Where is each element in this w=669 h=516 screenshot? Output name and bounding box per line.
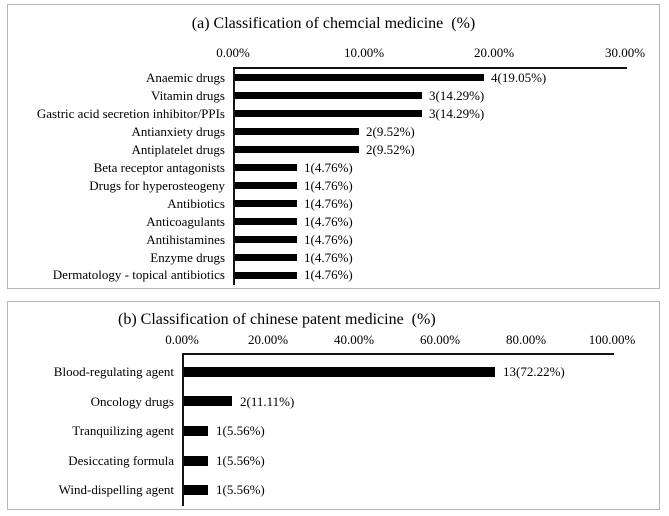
category-label: Antianxiety drugs: [131, 124, 225, 139]
category-label: Tranquilizing agent: [72, 423, 174, 438]
bar-value-label: 1(4.76%): [304, 232, 353, 247]
panel-chinese-patent-medicine: [7, 301, 660, 510]
bar: [235, 146, 359, 153]
bar: [235, 254, 297, 261]
category-label: Beta receptor antagonists: [93, 160, 225, 175]
x-tick-label: 30.00%: [604, 45, 646, 60]
bar: [235, 74, 484, 81]
bar-value-label: 1(4.76%): [304, 214, 353, 229]
category-label: Dermatology - topical antibiotics: [52, 267, 225, 282]
category-label: Desiccating formula: [68, 453, 174, 468]
category-label: Antiplatelet drugs: [131, 142, 225, 157]
bar-value-label: 1(4.76%): [304, 250, 353, 265]
bar-value-label: 3(14.29%): [429, 88, 485, 103]
category-label: Antibiotics: [167, 196, 225, 211]
category-label: Oncology drugs: [90, 394, 174, 409]
x-tick-label: 20.00%: [473, 45, 515, 60]
x-tick-label: 60.00%: [419, 332, 461, 347]
bar-value-label: 2(11.11%): [240, 394, 295, 409]
x-tick-label: 10.00%: [343, 45, 385, 60]
x-tick-label: 80.00%: [505, 332, 547, 347]
category-label: Blood-regulating agent: [53, 364, 174, 379]
bar-value-label: 1(4.76%): [304, 196, 353, 211]
category-label: Anticoagulants: [146, 214, 225, 229]
y-axis-line: [233, 67, 235, 285]
category-label: Antihistamines: [146, 232, 225, 247]
bar: [184, 426, 208, 436]
category-label: Gastric acid secretion inhibitor/PPIs: [36, 106, 225, 121]
bar-value-label: 1(5.56%): [216, 423, 265, 438]
category-label: Anaemic drugs: [145, 70, 225, 85]
bar-value-label: 1(4.76%): [304, 178, 353, 193]
bar: [184, 456, 208, 466]
x-tick-label: 0.00%: [165, 332, 199, 347]
bar: [235, 110, 422, 117]
bar: [235, 200, 297, 207]
bar: [235, 182, 297, 189]
x-tick-label: 40.00%: [333, 332, 375, 347]
bar: [184, 396, 232, 406]
panel-chemical-medicine: [7, 4, 660, 289]
x-axis-line: [182, 353, 614, 355]
bar-value-label: 1(4.76%): [304, 267, 353, 282]
bar: [184, 367, 495, 377]
bar: [235, 218, 297, 225]
x-tick-label: 0.00%: [216, 45, 250, 60]
chart-b-title: (b) Classification of chinese patent medicine (%): [118, 311, 436, 328]
category-label: Drugs for hyperosteogeny: [89, 178, 225, 193]
bar: [235, 128, 359, 135]
bar: [235, 164, 297, 171]
category-label: Wind-dispelling agent: [58, 482, 174, 497]
bar-value-label: 1(5.56%): [216, 453, 265, 468]
bar-value-label: 1(5.56%): [216, 482, 265, 497]
bar: [235, 92, 422, 99]
bar-value-label: 2(9.52%): [366, 124, 415, 139]
x-axis-line: [233, 67, 627, 69]
bar-value-label: 4(19.05%): [491, 70, 547, 85]
x-tick-label: 100.00%: [588, 332, 636, 347]
category-label: Enzyme drugs: [150, 250, 225, 265]
category-label: Vitamin drugs: [151, 88, 225, 103]
bar-value-label: 13(72.22%): [503, 364, 565, 379]
x-tick-label: 20.00%: [247, 332, 289, 347]
chart-a-title: (a) Classification of chemcial medicine (%): [191, 15, 476, 32]
bar-value-label: 2(9.52%): [366, 142, 415, 157]
bar-value-label: 1(4.76%): [304, 160, 353, 175]
bar: [235, 272, 297, 279]
bar: [184, 485, 208, 495]
bar: [235, 236, 297, 243]
bar-value-label: 3(14.29%): [429, 106, 485, 121]
